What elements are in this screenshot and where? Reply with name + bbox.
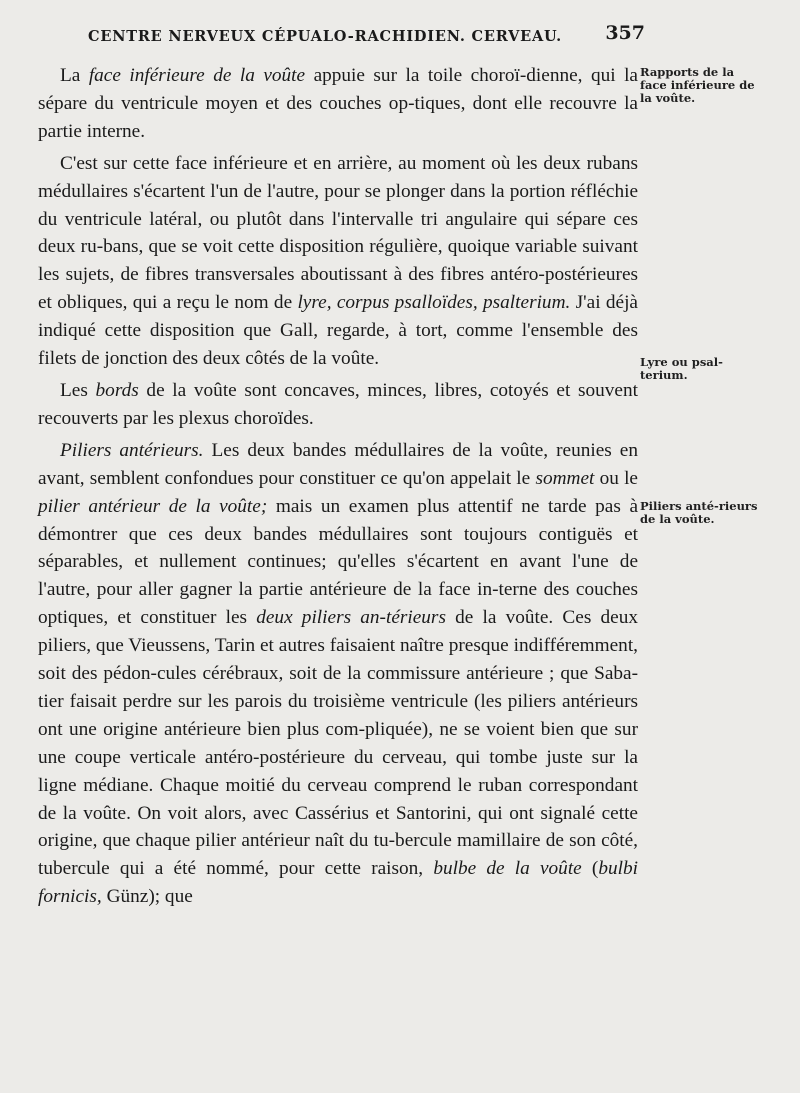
side-note-rapports: Rapports de la face inférieure de la voûte.: [640, 65, 755, 105]
text-run: de la voûte. Ces deux piliers, que Vieussens, Tarin et autres faisaient naître presque indifféremment, soit des pédon-cules cérébraux, soit de la commissure antérieure ; que Saba-tier faisait perdre sur les parois du troisième ventricule (les piliers antérieurs ont une origine antérieure bien plus com-pliquée), ne se voient bien que sur une coupe verticale antéro-postérieure du cerveau, qui tombe juste sur la ligne médiane. Chaque moitié du cerveau comprend le ruban correspondant de la voûte. On voit alors, avec Cassérius et Santorini, qui ont signalé cette origine, que chaque pilier antérieur naît du tu-bercule mamillaire de son côté, tubercule qui a été nommé, pour cette raison,: [38, 607, 639, 880]
text-run: Les: [60, 379, 96, 401]
text-run: ou le: [594, 467, 638, 489]
text-run: La: [60, 65, 89, 86]
text-run: C'est sur cette face inférieure et en arrière, au moment où les deux rubans médullaires s'écartent l'un de l'autre, pour se plonger dans la portion réfléchie du ventricule latéral, ou plutôt dans l'intervalle tri angulaire qui sépare ces deux ru-bans, que se voit cette disposition régulière, quoique variable suivant les sujets, de fibres transversales aboutissant à des fibres antéro-postérieures et obliques, qui a reçu le nom de: [38, 152, 638, 314]
paragraph: [38, 437, 638, 911]
paragraph: [38, 62, 638, 146]
italic-term: lyre, corpus psalloïdes, psalterium.: [297, 292, 571, 314]
text-run: appuie sur la toile choroï-dienne, qui la sépare du ventricule moyen et des couches op-tiques, dont elle recouvre la partie interne.: [38, 65, 638, 142]
text-run: mais un examen plus attentif ne tarde pas à démontrer que ces deux bandes médullaires sont toujours contiguës et séparables, et nullement continues; qu'elles s'écartent en avant l'une de l'autre, pour aller gagner la partie antérieure de la face in-terne des couches optiques, et constituer les: [38, 495, 638, 629]
italic-term: bulbe de la voûte: [433, 858, 582, 880]
italic-term: pilier antérieur de la voûte;: [38, 495, 268, 517]
paragraph: [38, 150, 638, 373]
italic-term: sommet: [535, 467, 595, 489]
italic-term: bulbi fornicis,: [38, 858, 638, 908]
italic-term: Piliers antérieurs.: [60, 439, 204, 461]
italic-term: bords: [95, 379, 139, 401]
show-through-smudge: [660, 100, 770, 150]
italic-term: deux piliers an-térieurs: [256, 607, 446, 629]
text-run: de la voûte sont concaves, minces, libres, cotoyés et souvent recouverts par les plexus choroïdes.: [38, 379, 638, 429]
page-number: 357: [605, 22, 645, 44]
header-title: CENTRE NERVEUX CÉPUALO-RACHIDIEN. CERVEAU.: [88, 28, 562, 45]
side-note-piliers: Piliers anté-rieurs de la voûte.: [640, 499, 758, 526]
text-run: (: [581, 858, 599, 880]
side-note-lyre: Lyre ou psal-terium.: [640, 355, 723, 382]
body-text: [38, 62, 638, 915]
running-header: [88, 22, 645, 45]
italic-term: face inférieure de la voûte: [88, 65, 306, 86]
text-run: J'ai déjà indiqué cette disposition que Gall, regarde, à tort, comme l'ensemble des filets de jonction des deux côtés de la voûte.: [38, 292, 638, 370]
text-run: Les deux bandes médullaires de la voûte, reunies en avant, semblent confondues pour constituer ce qu'on appelait le: [38, 439, 638, 489]
paragraph: [38, 377, 638, 433]
text-run: Günz); que: [101, 886, 193, 908]
